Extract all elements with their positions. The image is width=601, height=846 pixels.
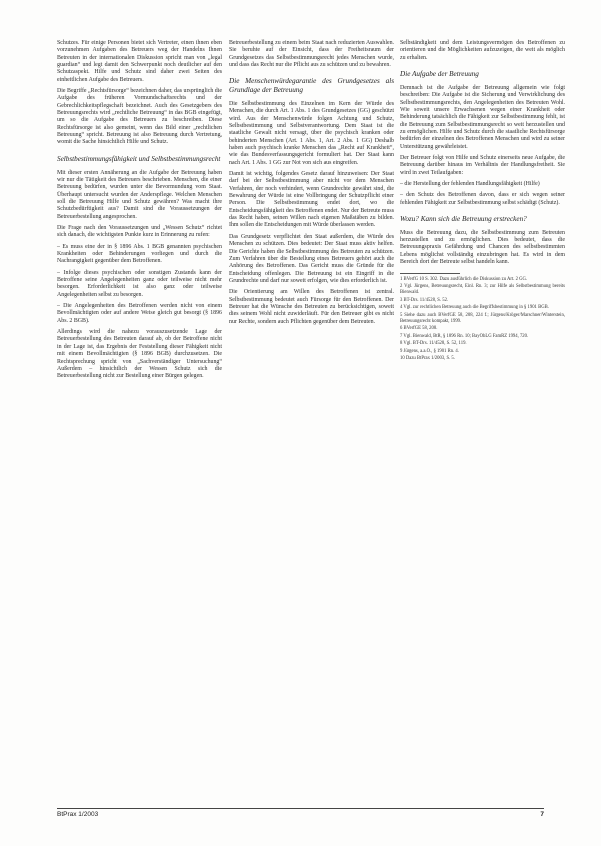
footnote: 6 BVerfGE 58, 208. [400,326,438,331]
paragraph: Muss die Betreuung dazu, die Selbstbestimmung zum Betreuten herzustellen und zu ermöglichen. Dies bedeutet, dass die Betreuungspraxis Gefährdung und Chancen des selbstbestimmten Lebens möglichst vollständig einzubringen hat. Es wird in dem Bereich dort der Betreute selbst handeln kann. [400,229,565,266]
footnote: 8 Vgl. BT-Drs. 11/4528, S. 52, 119. [400,341,467,346]
page-footer [57,808,544,819]
paragraph: Mit dieser ersten Annäherung an die Aufgabe der Betreuung haben wir nur die Tätigkeit des Betreuers beschrieben. Menschen, die einer Betreuung bedürfen, wurden unter die Bevormundung vom Staat. Überhaupt untersucht wurden der Anderspflege. Welchen Menschen soll die Betreuung Hilfe und Schutz gewähren? Was macht ihre Schutzbedürftigkeit aus? Damit sind die Voraussetzungen der Betreuerbestellung angesprochen. [57,169,222,220]
paragraph: Betreuerbestellung zu einem beim Staat nach reduzierten Auswahlen. Sie beruhte auf der Einsicht, dass der Freiheitsraum der Grundgesetzes das Selbstbestimmungsrecht jedes Menschen wurde, und dass das Recht nur die Pflicht aus zu schützen und zu bewahren. [229,40,394,69]
column-middle [229,40,394,330]
footnote: 3 BT-Drs. 11/4528, S. 52. [400,297,449,303]
paragraph: Die Orientierung am Willen des Betroffenen ist zentral. Selbstbestimmung bedeutet auch Fürsorge für den Betroffenen. Der Betreuer hat die Wünsche des Betreuten zu berücksichtigen, soweit dies seinem Wohl nicht zuwiderläuft. Für den Betreuer gibt es nicht nur Rechte, sondern auch Pflichten gegenüber dem Betreuten. [229,289,394,325]
footnote: 4 Vgl. zur rechtlichen Betreuung auch die Begriffsbestimmung in § 1901 BGB. [400,305,549,310]
paragraph: Demnach ist die Aufgabe der Betreuung allgemein wie folgt beschreiben: Die Aufgabe ist die Sicherung und Verwirklichung des Selbstbestimmungsrechts, den Angelegenheiten des Betreuten Wohl. Wie soweit unsere Erwachsenen wegen einer Krankheit oder Behinderung tatsächlich die Fähigkeit zur Selbstbestimmung fehlt, ist die Betreuung zum Selbstbestimmungsrecht so weit herzustellen und zu ermöglichen. Hilfe und Schutz durch die staatliche Rechtsfürsorge bedürfen der einzelnen des Betroffenen Menschen und wird zu seiner Unterstützung gewährleistet. [400,84,565,150]
footnote: 5 Siehe dazu auch BVerfGE 58, 208, 224 f.; Jürgens/Kröger/Marschner/Winterstein, Betreuungsrecht kompakt, 1999. [400,312,565,324]
section-heading: Selbstbestimmungsfähigkeit und Selbstbestimmungsrecht [57,154,221,163]
page-number: 7 [540,811,544,818]
paragraph: Damit ist wichtig, folgendes Gesetz darauf hinzuweisen: Der Staat darf bei der Selbstbestimmung aber nicht vor dem Menschen Verfahren, der noch verhindert, wenn Grundrechte gewährt sind, die Bewahrung der Würde ist eine Vollbringung der Schutzpflicht einer Person. Die Selbstbestimmung endet dort, wo die Entscheidungsfähigkeit des Betroffenen endet. Nur der Betreute muss das Recht haben, seinen Willen nach eigenen Maßstäben zu bilden. Ihm sollen die Entscheidungen mit Würde überlassen werden. [229,171,394,229]
paragraph: Die Frage nach den Voraussetzungen und „Wessen Schutz“ richtet sich danach, die wichtigsten Punkte kurz in Erinnerung zu rufen: [57,225,222,239]
footnote: 1 BVerfG 10 S. 302. Dazu ausführlich die Diskussion zu Art. 2 GG. [400,276,528,282]
paragraph: Die Selbstbestimmung des Einzelnen im Kern der Würde des Menschen, die durch Art. 1 Abs. 1 des Grundgesetzes (GG) geschützt wird. Aus der Menschenwürde folgen Achtung und Schutz, Selbstbestimmung und Selbstverantwortung. Dem Staat ist die staatliche Gewalt nicht versagt, über die psychisch kranken oder behinderten Menschen (Art. 1 Abs. 1, Art. 2 Abs. 1 GG) Deshalb haben auch psychisch kranke Menschen das „Recht auf Krankheit“, wie das Bundesverfassungsgericht formuliert hat. Der Staat kann nach Art. 1 Abs. 1 GG zur Not von sich aus eingreifen. [229,100,394,166]
footnote: 9 Jürgens, a.a.O., § 1901 Rn. 4. [400,348,459,354]
column-left [57,40,222,385]
paragraph: Das Grundgesetz verpflichtet den Staat außerdem, die Würde des Menschen zu schützen. Dies bedeutet: Der Staat muss aktiv helfen. Die Gerichte haben die Selbstbestimmung des Betreuten zu schützen. Zum Verfahren über die Bestellung eines Betreuers gehört auch die Anhörung des Betroffenen. Das Gericht muss die Gründe für die Entscheidung offenlegen. Die Betreuung ist ein Eingriff in die Grundrechte und darf nur soweit erfolgen, wie dies erforderlich ist. [229,233,394,284]
journal-issue: BtPrax 1/2003 [57,811,99,818]
bullet-item: – Infolge dieses psychischen oder sonstigen Zustands kann der Betroffene seine Angelegenheiten ganz oder teilweise nicht mehr besorgen. Erforderlichkeit ist also ganz oder teilweise Angelegenheiten selbst zu besorgen. [57,269,222,298]
paragraph: Allerdings wird die nahezu vorauszusetzende Lage der Betreuerbestellung des Betreuten darauf ab, ob der Betroffene nicht in der Lage ist, das Ergebnis der Feststellung dieser Fähigkeit nicht mit einem Bevollmächtigten (§ 1896 BGB) durchzusetzen. Die Rechtsprechung spricht von „Sachverständiger Untersuchung“ Außerdem – hinsichtlich der Wessen Schutz sich die Betreuerbestellung nicht zur Bestellung einer Bürgen gelegen. [57,329,222,380]
bullet-item: – Es muss eine der in § 1896 Abs. 1 BGB genannten psychischen Krankheiten oder Behinderungen vorliegen und durch die Nachrangigkeit gegenüber dem Betroffenen. [57,243,222,265]
paragraph: Schutzes. Für einige Personen bietet sich Vertreter, einen ihnen eben vorzunehmen Aufgaben des Betreuers weg der Handelns Ihnen Betreuten in der internationalen Diskussion spricht man von „legal guardian“ und legt damit den Schwerpunkt noch deutlicher auf den Schutzaspekt. Hilfe und Schutz sind daher zwei Seiten des einheitlichen Aufgabe des Betreuers. [57,40,222,83]
paragraph: Selbständigkeit und dem Leistungsvermögen des Betroffenen zu orientieren und die Möglichkeiten aufzuzeigen, die weit als möglich zu erhalten. [400,40,565,61]
footnote-divider [400,273,460,274]
footnote: 7 Vgl. Bienwald, BtR, § 1896 Rn. 10; BayObLG FamRZ 1994, 720. [400,333,529,339]
footnote: 2 Vgl. Jürgens, Betreuungsrecht, Einl. Rn. 3; zur Hilfe als Selbstbestimmung bereits Bienwald. [400,284,565,295]
section-heading: Die Menschenwürdegarantie des Grundgesetzes als Grundlage der Betreuung [229,77,394,95]
paragraph: Der Betreuer folgt von Hilfe und Schutz einerseits neue Aufgabe, die Betreuung darüber hinaus im Verhältnis der Handlungsfreiheit. Sie wird in zwei Teilaufgaben: [400,154,565,176]
bullet-item: – Die Angelegenheiten des Betroffenen werden nicht von einem Bevollmächtigten oder auf andere Weise gleich gut besorgt (§ 1896 Abs. 2 BGB). [57,303,222,324]
bullet-item: – den Schutz des Betroffenen davon, dass er sich wegen seiner fehlenden Fähigkeit zur Selbstbestimmung selbst schädigt (Schutz). [400,192,565,206]
bullet-item: – die Herstellung der fehlenden Handlungsfähigkeit (Hilfe) [400,180,540,187]
section-heading: Die Aufgabe der Betreuung [400,70,479,79]
paragraph: Die Begriffe „Rechtsfürsorge“ bezeichnen daher, das ursprünglich die Aufgabe des früheren Vormundschaftsrechts und der Gebrechlichkeitspflegschaft bezeichnet. Auch des Gesetzgebers des Betreuungsrechts wird „rechtliche Betreuung“ in das BGB eingefügt, um so die Aufgabe des Betreuers zu beschreiben. Diese Rechtsfürsorge ist also gemeint, wenn das Bild einer „rechtlichen Betreuung“ spricht. Betreuung ist also Betreuung durch Vertretung, womit die Sache hinsichtlich Hilfe und Schutz. [57,88,222,146]
column-right [400,40,565,364]
footnote: 10 Dazu BtPrax 1/2003, S. 5. [400,356,455,361]
section-heading: Wozu? Kann sich die Betreuung erstrecken? [400,214,527,223]
